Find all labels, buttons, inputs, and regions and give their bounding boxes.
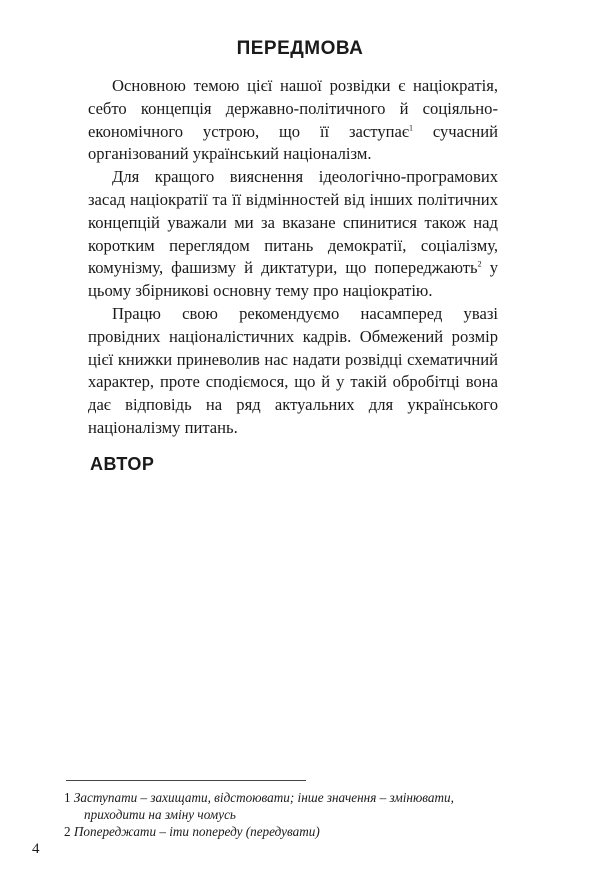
footnote-1	[64, 789, 524, 806]
footnote-1-number: 1	[64, 790, 71, 805]
footnote-divider	[66, 780, 306, 781]
body-text	[88, 75, 498, 440]
footnote-2-text: Попереджати – іти попереду (передувати)	[73, 824, 320, 839]
footnote-1-text: Заступати – захищати, відстоювати; інше значення – змінювати,	[73, 790, 454, 805]
page-title: ПЕРЕДМОВА	[236, 38, 364, 59]
footnotes	[64, 789, 524, 840]
footnote-2-number: 2	[64, 824, 71, 839]
page-number: 4	[32, 841, 40, 857]
paragraph-1	[88, 75, 498, 166]
footnote-ref-2: 2	[477, 259, 482, 269]
paragraph-3	[88, 303, 498, 440]
paragraph-1-text-a: Основною темою цієї нашої розвідки є націократія, себто концепція державно-політичного й соціяльно-економічного устрою, що її заступає	[88, 76, 498, 141]
paragraph-2-text-b: у цьому збірникові основну тему про націократію.	[88, 258, 498, 301]
footnote-ref-1: 1	[408, 123, 413, 133]
footnote-2	[64, 823, 524, 840]
paragraph-1-text-b: сучасний організований український націоналізм.	[88, 121, 498, 164]
footnote-1-continuation: приходити на зміну чомусь	[84, 807, 236, 822]
paragraph-2-text-a: Для кращого вияснення ідеологічно-програмових засад націократії та її відмінностей від інших політичних концепцій уважали ми за вказане спинитися також над коротким переглядом питань демократії, соціалізму, комунізму, фашизму й диктатури, що попереджають	[88, 167, 498, 278]
author-signature: АВТОР	[90, 454, 155, 474]
paragraph-2	[88, 166, 498, 303]
paragraph-3-text: Працю свою рекомендуємо насамперед увазі провідних націоналістичних кадрів. Обмежений розмір цієї книжки приневолив нас надати розвідці схематичний характер, проте сподіємося, що й у такій обробітці вона дає відповідь на ряд актуальних для українського націоналізму питань.	[88, 303, 498, 437]
